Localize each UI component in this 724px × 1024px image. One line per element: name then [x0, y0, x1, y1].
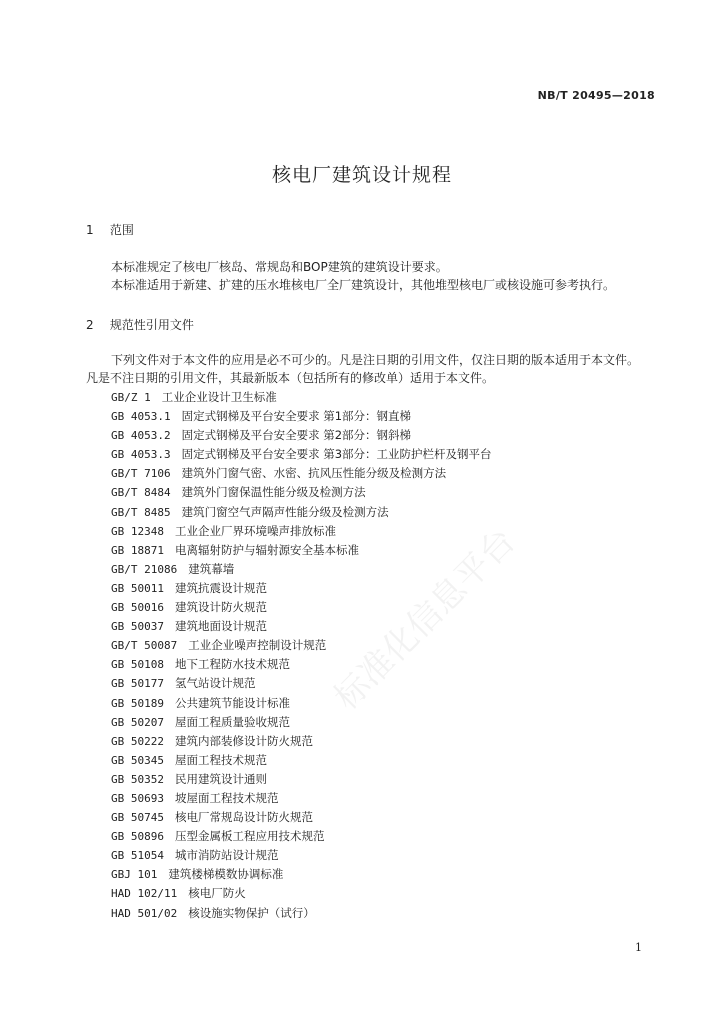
reference-code: GB 50345 [111, 753, 164, 767]
reference-name: 固定式钢梯及平台安全要求 第1部分：钢直梯 [181, 409, 412, 424]
reference-item [111, 464, 492, 483]
reference-code: GB 50352 [111, 772, 164, 786]
reference-name: 屋面工程技术规范 [174, 752, 267, 767]
reference-name: 地下工程防水技术规范 [174, 657, 290, 672]
page-number: 1 [635, 941, 642, 954]
reference-code: GB/T 7106 [111, 467, 171, 481]
reference-name: 建筑楼梯模数协调标准 [168, 867, 284, 882]
standard-code: NB/T 20495—2018 [537, 89, 655, 102]
reference-code: GB 50189 [111, 696, 164, 710]
reference-item [111, 904, 492, 923]
reference-item [111, 560, 492, 579]
references-intro-line-2: 凡是不注日期的引用文件，其最新版本（包括所有的修改单）适用于本文件。 [86, 371, 495, 385]
reference-code: GB 12348 [111, 524, 164, 538]
reference-name: 建筑外门窗保温性能分级及检测方法 [181, 485, 366, 500]
reference-name: 建筑幕墙 [188, 561, 235, 576]
reference-code: HAD 501/02 [111, 906, 178, 920]
reference-name: 工业企业噪声控制设计规范 [188, 638, 327, 653]
reference-name: 建筑设计防火规范 [174, 600, 267, 615]
reference-list [111, 388, 492, 923]
reference-code: GB 4053.2 [111, 429, 171, 443]
reference-name: 固定式钢梯及平台安全要求 第2部分：钢斜梯 [181, 428, 412, 443]
reference-code: GB 50016 [111, 601, 164, 615]
section-number: 1 [86, 223, 94, 237]
reference-code: GB 4053.3 [111, 448, 171, 462]
reference-code: GB 18871 [111, 543, 164, 557]
reference-code: GB 50222 [111, 734, 164, 748]
reference-item [111, 617, 492, 636]
reference-code: GB/T 50087 [111, 639, 178, 653]
reference-name: 工业企业设计卫生标准 [161, 390, 277, 404]
reference-item [111, 770, 492, 789]
reference-name: 建筑门窗空气声隔声性能分级及检测方法 [181, 504, 389, 519]
reference-item [111, 713, 492, 732]
reference-item [111, 388, 492, 407]
reference-item [111, 789, 492, 808]
reference-item [111, 694, 492, 713]
reference-name: 压型金属板工程应用技术规范 [174, 829, 325, 844]
reference-code: GB/T 21086 [111, 562, 178, 576]
reference-item [111, 598, 492, 617]
reference-code: GB 50037 [111, 620, 164, 634]
reference-name: 建筑外门窗气密、水密、抗风压性能分级及检测方法 [181, 466, 447, 481]
reference-code: GB 50745 [111, 811, 164, 825]
scope-paragraph-2: 本标准适用于新建、扩建的压水堆核电厂全厂建筑设计，其他堆型核电厂或核设施可参考执行。 [111, 278, 616, 292]
reference-item [111, 503, 492, 522]
reference-item [111, 407, 492, 426]
reference-item [111, 655, 492, 674]
section-title: 范围 [109, 223, 134, 237]
reference-code: HAD 102/11 [111, 887, 178, 901]
reference-code: GB 50896 [111, 830, 164, 844]
reference-item [111, 827, 492, 846]
reference-name: 屋面工程质量验收规范 [174, 714, 290, 729]
references-intro-line-1: 下列文件对于本文件的应用是必不可少的。凡是注日期的引用文件，仅注日期的版本适用于本文件。 [111, 353, 640, 367]
reference-code: GB 50207 [111, 715, 164, 729]
reference-name: 公共建筑节能设计标准 [174, 695, 290, 710]
reference-name: 坡屋面工程技术规范 [174, 790, 279, 805]
reference-name: 建筑抗震设计规范 [174, 580, 267, 595]
reference-name: 核设施实物保护（试行） [188, 905, 315, 920]
reference-name: 城市消防站设计规范 [174, 848, 279, 863]
section-1-heading [86, 221, 134, 238]
reference-item [111, 445, 492, 464]
reference-name: 核电厂防火 [188, 886, 246, 901]
reference-item [111, 579, 492, 598]
reference-item [111, 865, 492, 884]
reference-item [111, 808, 492, 827]
reference-name: 建筑地面设计规范 [174, 619, 267, 634]
reference-name: 建筑内部装修设计防火规范 [174, 733, 313, 748]
reference-item [111, 522, 492, 541]
document-title: 核电厂建筑设计规程 [271, 164, 452, 186]
reference-item [111, 846, 492, 865]
reference-item [111, 884, 492, 903]
reference-name: 核电厂常规岛设计防火规范 [174, 810, 313, 825]
reference-code: GB 50108 [111, 658, 164, 672]
reference-name: 氢气站设计规范 [174, 676, 256, 691]
reference-name: 民用建筑设计通则 [174, 771, 267, 786]
reference-item [111, 732, 492, 751]
section-number: 2 [86, 318, 94, 332]
reference-name: 固定式钢梯及平台安全要求 第3部分：工业防护栏杆及钢平台 [181, 447, 492, 462]
reference-code: GB 51054 [111, 849, 164, 863]
reference-code: GB/T 8484 [111, 486, 171, 500]
reference-item [111, 483, 492, 502]
watermark: 标准化信息平台 [326, 521, 524, 718]
reference-code: GB 50011 [111, 581, 164, 595]
reference-name: 工业企业厂界环境噪声排放标准 [174, 523, 336, 538]
section-2-heading [86, 316, 194, 333]
reference-item [111, 426, 492, 445]
scope-paragraph-1: 本标准规定了核电厂核岛、常规岛和BOP建筑的建筑设计要求。 [111, 260, 448, 274]
reference-item [111, 674, 492, 693]
reference-code: GB 50177 [111, 677, 164, 691]
reference-code: GB/T 8485 [111, 505, 171, 519]
reference-code: GBJ 101 [111, 868, 158, 882]
reference-item [111, 541, 492, 560]
section-title: 规范性引用文件 [109, 318, 194, 332]
reference-code: GB 4053.1 [111, 410, 171, 424]
reference-code: GB/Z 1 [111, 391, 151, 404]
reference-item [111, 636, 492, 655]
reference-item [111, 751, 492, 770]
reference-name: 电离辐射防护与辐射源安全基本标准 [174, 542, 359, 557]
reference-code: GB 50693 [111, 791, 164, 805]
